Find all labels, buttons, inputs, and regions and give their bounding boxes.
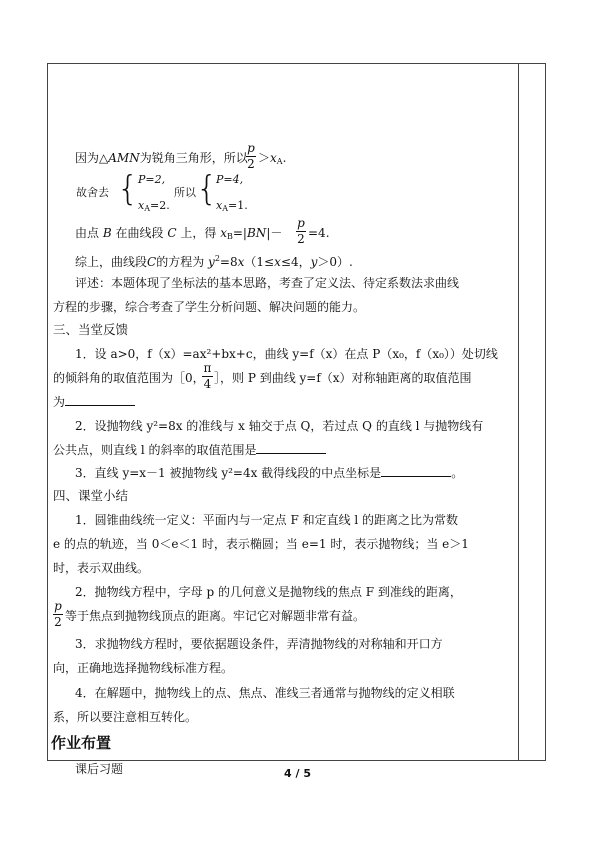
question-1-line-2a: 的倾斜角的取值范围为［0， <box>53 371 205 385</box>
summary-3-line-2: 向，正确地选择抛物线标准方程。 <box>53 661 234 675</box>
conclusion-line-1: 因为△AMN为锐角三角形，所以 <box>75 151 248 165</box>
answer-blank-3[interactable] <box>381 466 451 477</box>
question-3-line: 3．直线 y=x－1 被抛物线 y²=4x 截得线段的中点坐标是 。 <box>75 466 464 480</box>
question-1-line-2b: ］，则 P 到曲线 y=f（x）对称轴距离的取值范围 <box>214 371 472 385</box>
left-brace-1: { <box>117 169 139 209</box>
summary-2-line-2: 等于焦点到抛物线顶点的距离。牢记它对解题非常有益。 <box>65 609 366 623</box>
fraction-p-over-2-b: p 2 <box>297 216 305 246</box>
point-b-line: 由点 B 在曲线段 C 上，得 $x_B=|BN|-$ <box>75 226 283 241</box>
homework-heading: 作业布置 <box>51 734 112 752</box>
section-feedback-heading: 三、当堂反馈 <box>53 322 129 337</box>
section-summary-heading: 四、课堂小结 <box>53 488 129 503</box>
summary-2-line-1: 2．抛物线方程中，字母 p 的几何意义是抛物线的焦点 F 到准线的距离， <box>75 585 462 599</box>
answer-blank-1[interactable] <box>65 395 135 406</box>
fraction-p-over-2: p 2 <box>247 141 255 171</box>
case-b1: P=4, <box>216 173 244 186</box>
question-1-line-3: 为 <box>53 394 135 410</box>
summary-1-line-1: 1．圆锥曲线统一定义：平面内与一定点 F 和定直线 l 的距离之比为常数 <box>75 513 459 527</box>
summary-4-line-1: 4．在解题中，抛物线上的点、焦点、准线三者通常与抛物线的定义相联 <box>75 686 455 700</box>
conclusion-line-1-end: $>x_A$. <box>258 151 287 166</box>
question-2-line-2: 公共点，则直线 l 的斜率的取值范围是 <box>53 442 326 458</box>
answer-blank-2[interactable] <box>256 443 326 454</box>
case-label: 故舍去 <box>76 186 109 199</box>
case-so: 所以 <box>174 186 196 199</box>
fraction-pi-over-4: π 4 <box>203 361 212 391</box>
summary-3-line-1: 3．求抛物线方程时，要依据题设条件，弄清抛物线的对称轴和开口方 <box>75 637 443 651</box>
summary-4-line-2: 系，所以要注意相互转化。 <box>53 710 198 724</box>
comment-line-2: 方程的步骤，综合考查了学生分析问题、解决问题的能力。 <box>53 300 366 314</box>
curve-equation-line: 综上，曲线段C的方程为 $y^2=8x(1\le x\le 4$，y＞0）. <box>75 254 353 269</box>
case-b2: $x_A=1$. <box>216 199 248 213</box>
question-2-line-1: 2．设抛物线 y²=8x 的准线与 x 轴交于点 Q，若过点 Q 的直线 l 与抛物线有 <box>75 419 484 433</box>
case-a1: P=2, <box>138 173 166 186</box>
homework-body: 课后习题 <box>75 762 124 776</box>
left-brace-2: { <box>196 169 218 209</box>
page-number: 4 / 5 <box>284 767 311 780</box>
lesson-table <box>47 63 546 761</box>
question-1-line-1: 1．设 a>0，f（x）=ax²+bx+c，曲线 y=f（x）在点 P（x₀，f（x₀））处切线 <box>75 347 498 361</box>
summary-1-line-3: 时，表示双曲线。 <box>53 561 150 575</box>
comment-line-1: 评述：本题体现了坐标法的基本思路，考查了定义法、待定系数法求曲线 <box>75 276 460 290</box>
case-a2: $x_A=2$. <box>138 199 170 213</box>
summary-1-line-2: e 的点的轨迹，当 0＜e＜1 时，表示椭圆；当 e=1 时，表示抛物线；当 e＞1 <box>53 537 469 551</box>
point-b-line-end: =4. <box>308 226 330 240</box>
fraction-p-over-2-c: p 2 <box>54 599 62 629</box>
column-divider <box>518 64 519 760</box>
